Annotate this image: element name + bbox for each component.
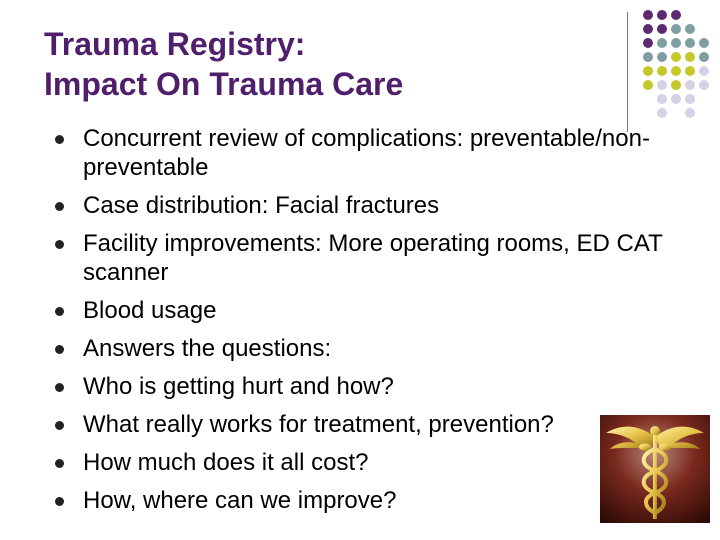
bullet-text: Who is getting hurt and how? <box>83 373 394 400</box>
list-item <box>55 191 675 220</box>
bullet-list <box>55 124 675 524</box>
list-item <box>55 334 675 363</box>
bullet-text: Concurrent review of complications: preventable/non-preventable <box>83 125 650 181</box>
bullet-icon <box>55 135 64 144</box>
bullet-icon <box>55 307 64 316</box>
bullet-icon <box>55 345 64 354</box>
title-line-1: Trauma Registry: <box>44 26 306 62</box>
bullet-text: Case distribution: Facial fractures <box>83 192 440 219</box>
bullet-icon <box>55 202 64 211</box>
title-line-2: Impact On Trauma Care <box>44 66 404 102</box>
bullet-icon <box>55 421 64 430</box>
bullet-text: Answers the questions: <box>83 335 332 362</box>
bullet-icon <box>55 459 64 468</box>
bullet-icon <box>55 240 64 249</box>
bullet-text: How much does it all cost? <box>83 449 369 476</box>
list-item <box>55 410 675 439</box>
bullet-text: Facility improvements: More operating rooms, ED CAT scanner <box>83 230 663 286</box>
bullet-icon <box>55 497 64 506</box>
bullet-icon <box>55 383 64 392</box>
list-item <box>55 372 675 401</box>
list-item <box>55 124 675 182</box>
caduceus-icon <box>600 415 710 523</box>
bullet-text: What really works for treatment, prevention? <box>83 411 554 438</box>
list-item <box>55 486 675 515</box>
bullet-text: How, where can we improve? <box>83 487 397 514</box>
list-item <box>55 296 675 325</box>
decorative-dot-grid-icon <box>637 8 720 118</box>
divider-line <box>627 12 628 132</box>
slide-title <box>44 24 403 104</box>
list-item <box>55 229 675 287</box>
bullet-text: Blood usage <box>83 297 217 324</box>
list-item <box>55 448 675 477</box>
